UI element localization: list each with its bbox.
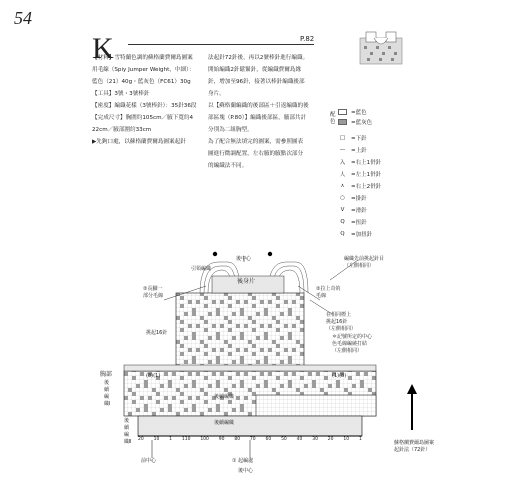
- legend-label: =藍灰色: [351, 120, 373, 126]
- legend-title: 配色: [330, 112, 336, 125]
- legend-label: =藍色: [351, 110, 367, 116]
- count-mark: 80: [234, 437, 241, 442]
- count-mark: 90: [218, 437, 225, 442]
- materials-line: 用毛線（Spiy Jumper Weight，中細）：: [92, 67, 195, 73]
- back-body-grid: [176, 293, 304, 371]
- hem-rib: [138, 416, 362, 436]
- pickup-left-label: 挑起16針: [146, 330, 168, 336]
- front-center-label: 前中心: [141, 458, 157, 464]
- count-mark: 110: [181, 437, 191, 442]
- count-mark: 50: [281, 437, 287, 442]
- count-right: (1)(8): [332, 373, 347, 379]
- instruction-line: 的編織法不同。: [208, 163, 248, 169]
- materials-line: ▶先鉤口處，以蘇格蘭費爾島圖案起針: [92, 139, 186, 145]
- instruction-line: 圖進行微調配置，左右腋的腋點次部分: [208, 151, 304, 157]
- k2tog-symbol-icon: 人: [339, 172, 346, 178]
- start-marker-icon: [213, 252, 217, 256]
- shoulder-note-right: ②拉上奇的 毛線: [316, 286, 341, 299]
- instruction-line: 分別為二組胸型。: [208, 127, 253, 133]
- count-mark: 40: [296, 437, 303, 442]
- back-center-label: 後中心: [236, 256, 252, 262]
- count-mark: 10: [343, 437, 350, 442]
- instruction-line: 為了配合無法填完的圖案，需參照圖表: [208, 139, 304, 145]
- materials-line: 【工具】3號・3號棒針: [92, 91, 150, 97]
- count-left: (8)(1): [146, 373, 161, 379]
- count-mark: 70: [249, 437, 256, 442]
- materials-line: 22cm／腋部圍約33cm: [92, 127, 152, 133]
- legend-label: =右上1併針: [351, 160, 382, 166]
- materials-line: 【密度】編織花樣（3號棒針）：35針36段: [92, 103, 197, 109]
- ssk-symbol-icon: 入: [339, 160, 346, 166]
- count-mark: 60: [265, 437, 272, 442]
- legend-label: =扭針: [351, 220, 367, 226]
- left-bottom-label: 後續編織Ⅱ: [124, 418, 132, 445]
- materials-line: 藍色（21）40g・藍灰色（FC61）30g: [92, 79, 191, 85]
- count-mark: 20: [138, 437, 144, 442]
- instruction-line: 法起針72針後，再以2號棒針進行編織。: [208, 55, 309, 61]
- legend-label: =掛針: [351, 196, 367, 202]
- instruction-line: 針，增加至96針，接著以棒針編織後部: [208, 79, 305, 85]
- slip-symbol-icon: V: [340, 207, 345, 213]
- shoulder-note-left: ②長腳一 部分毛線: [143, 286, 164, 299]
- bottom-count-row: [138, 437, 362, 442]
- cast-on-note: 蘇格蘭費爾島圖案 起針法（72針）: [394, 440, 435, 453]
- count-mark: 20: [327, 437, 334, 442]
- count-mark: 30: [312, 437, 318, 442]
- neck-rib-label: 引領編織: [191, 266, 212, 272]
- legend-label: =滑針: [351, 208, 367, 214]
- section-label: 後續編織: [214, 394, 235, 400]
- start-point-label: ① 起編處: [232, 458, 254, 464]
- back-body-label: 後身片: [237, 278, 256, 285]
- purl-symbol-icon: —: [339, 147, 346, 153]
- sk2p-symbol-icon: ⋏: [340, 183, 345, 189]
- legend-label: =上針: [351, 148, 367, 154]
- instruction-line: 開始編織2針鬆緊針，從編織費爾島緣: [208, 67, 302, 73]
- instruction-line: 以【蘇格蘭編織的後部區＋引返編織的後: [208, 103, 309, 109]
- pickup-note-right: 在相同標上 挑起16針 （左側相同）: [326, 312, 357, 332]
- armhole-label-left: 胸部: [100, 371, 113, 378]
- pattern-letter: K: [92, 32, 114, 65]
- start-marker-icon: [268, 252, 272, 256]
- count-mark: 1: [358, 437, 362, 442]
- twist-symbol-icon: Q: [340, 219, 345, 225]
- top-right-note: 編織先前挑起針目 （左側相同）: [344, 256, 385, 269]
- instruction-line: 部區塊（P.80）】編織後部區，腋部共計: [208, 115, 307, 121]
- count-mark: 10: [153, 437, 160, 442]
- count-mark: 100: [200, 437, 209, 442]
- armhole-rib: [124, 365, 376, 371]
- yarnover-symbol-icon: ○: [340, 195, 345, 201]
- count-mark: 1: [169, 437, 173, 442]
- legend-label: =下針: [351, 136, 367, 142]
- legend-label: =右上2併針: [351, 184, 382, 190]
- knot-note-right: ＊記號所定的中心 色毛線編繞打結 （左側相同）: [332, 334, 373, 354]
- materials-line: 【材料】雪特蘭色調的蘇格蘭費爾島圖案: [92, 55, 193, 61]
- page-reference: P.82: [300, 35, 315, 43]
- materials-line: 【完成尺寸】胸圍約105cm／腋下寬約4: [92, 115, 194, 121]
- knit-symbol-icon: □: [339, 135, 346, 141]
- back-center-bottom-label: 後中心: [238, 468, 254, 474]
- legend-label: =加扭針: [351, 232, 373, 238]
- left-mid-label: 後續編織Ⅰ: [104, 380, 111, 407]
- instruction-line: 身片。: [208, 91, 225, 97]
- hem-rib-label: 後續編織: [214, 420, 235, 426]
- make-one-symbol-icon: ℚ: [340, 231, 345, 237]
- legend-label: =左上1併針: [351, 172, 382, 178]
- page-number: 54: [14, 8, 32, 28]
